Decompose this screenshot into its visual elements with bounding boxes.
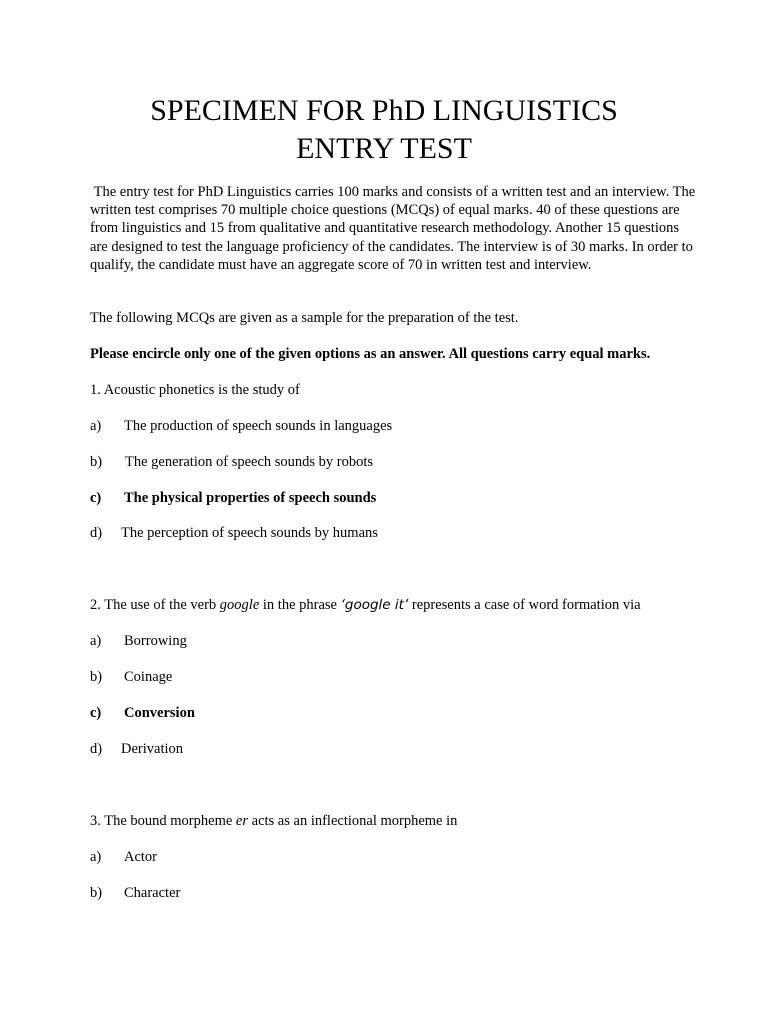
instruction: Please encircle only one of the given options as an answer. All questions carry equal marks. — [90, 346, 651, 362]
question-2: 2. The use of the verb google in the phrase ‘google it’ represents a case of word formation via — [90, 597, 641, 613]
q2-option-a[interactable]: a) Borrowing — [90, 633, 187, 649]
question-3: 3. The bound morpheme er acts as an inflectional morpheme in — [90, 813, 458, 829]
intro-paragraph: The entry test for PhD Linguistics carries 100 marks and consists of a written test and an interview. The written test comprises 70 multiple choice questions (MCQs) of equal marks. 40 of these questions are from linguistics and 15 from qualitative and quantitative research methodology. Another 15 questions are designed to test the language proficiency of the candidates. The interview is of 30 marks. In order to qualify, the candidate must have an aggregate score of 70 in written test and interview. — [90, 184, 699, 273]
question-1: 1. Acoustic phonetics is the study of — [90, 382, 300, 398]
title-line-2: ENTRY TEST — [296, 132, 472, 165]
q1-option-d[interactable]: d) The perception of speech sounds by humans — [90, 525, 378, 541]
q2-option-d[interactable]: d) Derivation — [90, 741, 184, 757]
q3-option-b[interactable]: b) Character — [90, 885, 181, 901]
q2-option-b[interactable]: b) Coinage — [90, 669, 173, 685]
q3-option-a[interactable]: a) Actor — [90, 849, 158, 865]
q2-option-c[interactable]: c) Conversion — [90, 705, 195, 721]
page-title — [0, 92, 768, 168]
title-line-1: SPECIMEN FOR PhD LINGUISTICS — [150, 94, 618, 127]
q1-option-a[interactable]: a) The production of speech sounds in languages — [90, 418, 393, 434]
sample-note: The following MCQs are given as a sample for the preparation of the test. — [90, 310, 519, 326]
q1-option-b[interactable]: b) The generation of speech sounds by robots — [90, 454, 374, 470]
q1-option-c[interactable]: c) The physical properties of speech sounds — [90, 490, 377, 506]
